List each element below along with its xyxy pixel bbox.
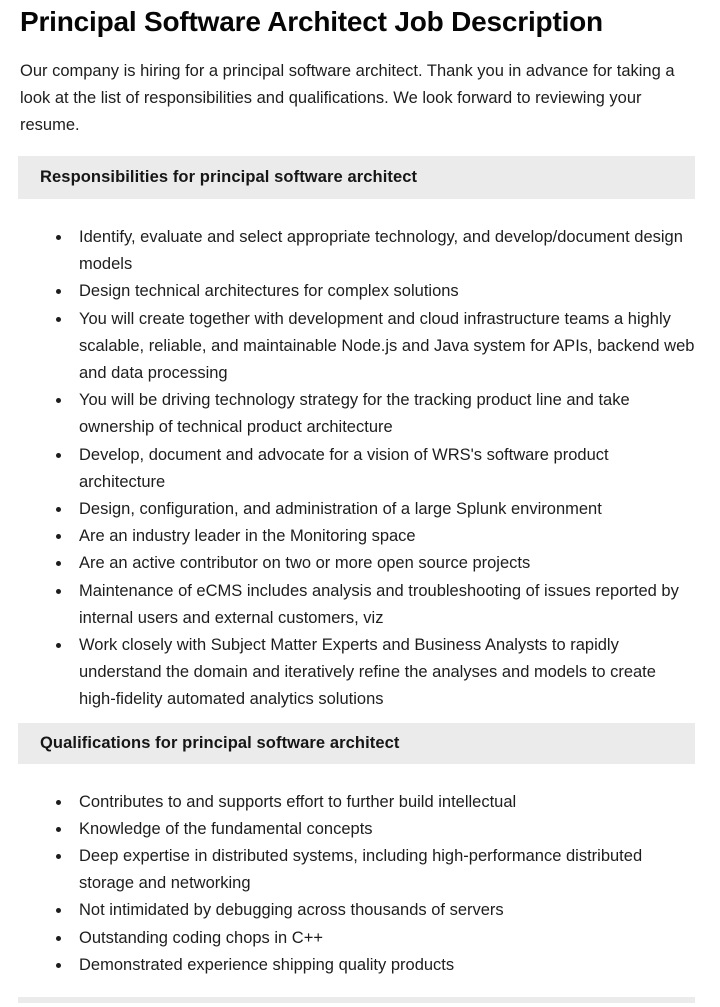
cutoff-next-section-header — [18, 997, 695, 1003]
list-item: • Knowledge of the fundamental concepts — [72, 816, 695, 843]
list-item: • Develop, document and advocate for a vision of WRS's software product architecture — [72, 442, 695, 496]
intro-paragraph: Our company is hiring for a principal software architect. Thank you in advance for taking a look at the list of responsibilities and qualifications. We look forward to reviewing your resume. — [20, 62, 675, 134]
list-item: • You will create together with development and cloud infrastructure teams a highly scalable, reliable, and maintainable Node.js and Java system for APIs, backend web and data processing — [72, 306, 695, 388]
responsibilities-section-header — [18, 156, 695, 199]
qualifications-section-heading: Qualifications for principal software architect — [40, 733, 400, 752]
responsibilities-section-heading: Responsibilities for principal software architect — [40, 168, 418, 186]
list-item: • Maintenance of eCMS includes analysis and troubleshooting of issues reported by internal users and external customers, viz — [72, 578, 695, 632]
list-item: • Are an industry leader in the Monitoring space — [72, 523, 695, 550]
list-item: • Design technical architectures for complex solutions — [72, 278, 695, 305]
list-item: • Are an active contributor on two or more open source projects — [72, 550, 695, 577]
list-item: • Contributes to and supports effort to further build intellectual — [72, 789, 695, 816]
list-item: • You will be driving technology strategy for the tracking product line and take ownership of technical product architecture — [72, 387, 695, 441]
list-item: • Outstanding coding chops in C++ — [72, 925, 695, 952]
qualifications-list — [18, 789, 695, 979]
list-item: • Demonstrated experience shipping quality products — [72, 952, 695, 979]
list-item: • Deep expertise in distributed systems, including high-performance distributed storage and networking — [72, 843, 695, 897]
responsibilities-list — [18, 224, 695, 714]
list-item: • Identify, evaluate and select appropriate technology, and develop/document design models — [72, 224, 695, 278]
list-item: • Work closely with Subject Matter Experts and Business Analysts to rapidly understand the domain and iteratively refine the analyses and models to create high-fidelity automated analytics solutions — [72, 632, 695, 714]
list-item: • Design, configuration, and administration of a large Splunk environment — [72, 496, 695, 523]
list-item: • Not intimidated by debugging across thousands of servers — [72, 897, 695, 924]
page-title: Principal Software Architect Job Description — [20, 6, 603, 37]
qualifications-section-header — [18, 723, 695, 764]
job-description-page — [0, 4, 720, 1003]
